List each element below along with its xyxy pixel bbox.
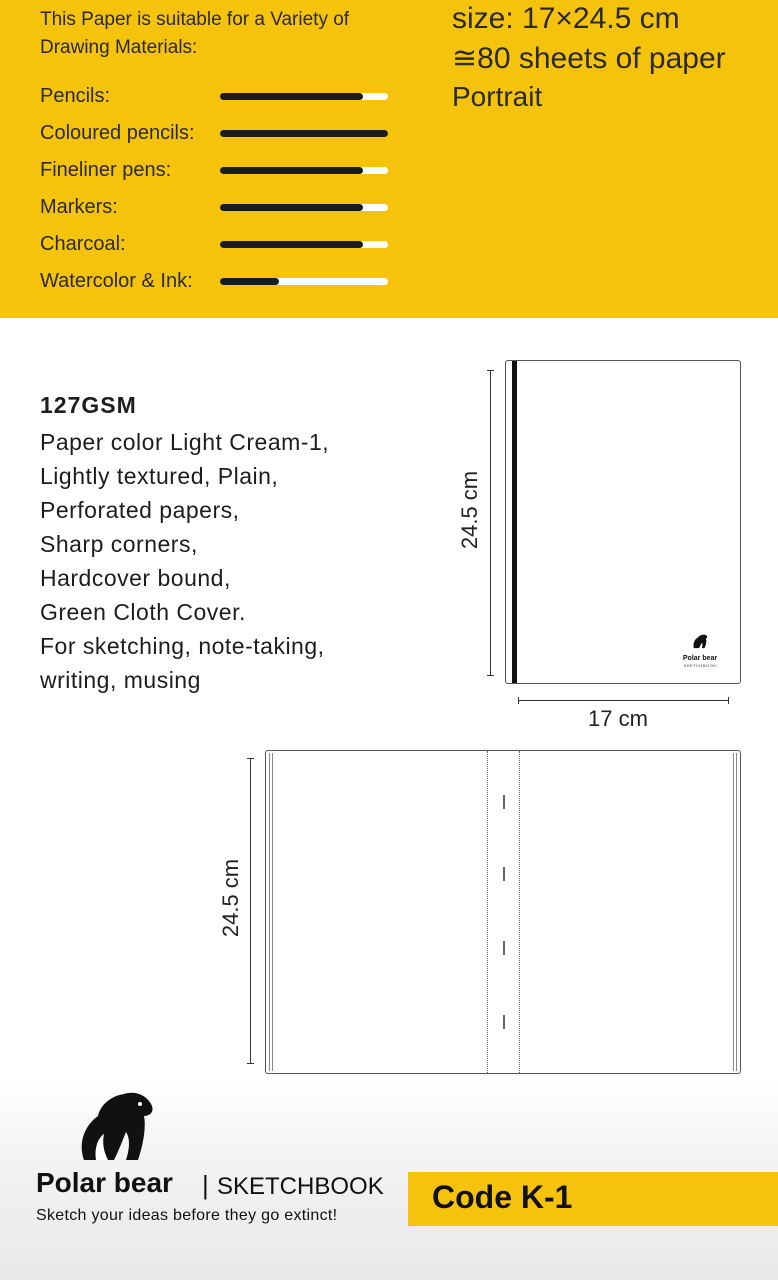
page-edge	[736, 753, 737, 1071]
dimension-tick	[487, 370, 494, 371]
product-code: Code K-1	[432, 1179, 573, 1215]
brand-tagline: Sketch your ideas before they go extinct!	[36, 1207, 338, 1224]
material-bar-fill	[220, 278, 279, 285]
material-bar	[220, 241, 388, 248]
open-height-label: 24.5 cm	[218, 858, 243, 938]
material-bar	[220, 130, 388, 137]
description-line: Green Cloth Cover.	[40, 599, 246, 625]
paper-description	[40, 425, 329, 697]
material-label: Pencils:	[40, 85, 111, 107]
perforation-line	[519, 751, 520, 1073]
description-line: Hardcover bound,	[40, 565, 231, 591]
suitability-title: This Paper is suitable for a Variety of Drawing Materials:	[40, 9, 350, 58]
spec-orientation: Portrait	[452, 81, 543, 112]
material-row	[40, 266, 400, 296]
dimension-tick	[487, 675, 494, 676]
description-line: writing, musing	[40, 667, 201, 693]
page-edge	[272, 753, 273, 1071]
material-label: Fineliner pens:	[40, 159, 172, 181]
material-row	[40, 155, 400, 185]
dimension-tick	[518, 697, 519, 704]
page-edge	[269, 753, 270, 1071]
description-line: For sketching, note-taking,	[40, 633, 325, 659]
material-label: Markers:	[40, 196, 118, 218]
width-dimension-line	[518, 700, 728, 701]
material-row	[40, 118, 400, 148]
description-line: Lightly textured, Plain,	[40, 463, 279, 489]
open-height-dimension-line	[250, 758, 251, 1063]
material-row	[40, 192, 400, 222]
paper-weight: 127GSM	[40, 392, 137, 418]
cover-logo-name: Polar bear	[682, 655, 718, 662]
material-bar-fill	[220, 204, 363, 211]
polar-bear-icon	[691, 631, 709, 649]
cover-logo	[670, 631, 730, 669]
material-row	[40, 229, 400, 259]
polar-bear-icon	[74, 1082, 156, 1162]
dimension-tick	[247, 758, 254, 759]
brand-separator: |	[202, 1170, 209, 1200]
material-bar	[220, 167, 388, 174]
cover-logo-sub: SKETCHBOOK	[683, 663, 717, 668]
material-bar	[220, 204, 388, 211]
page-edge	[733, 753, 734, 1071]
perforation-line	[487, 751, 488, 1073]
material-row	[40, 81, 400, 111]
material-label: Watercolor & Ink:	[40, 270, 193, 292]
material-bar-fill	[220, 93, 363, 100]
material-bar	[220, 278, 388, 285]
binding-hole	[503, 867, 505, 881]
description-line: Paper color Light Cream-1,	[40, 429, 330, 455]
closed-height-label: 24.5 cm	[457, 470, 482, 550]
closed-sketchbook	[505, 360, 741, 684]
material-bar-fill	[220, 241, 363, 248]
closed-width-label: 17 cm	[588, 706, 648, 731]
open-sketchbook	[265, 750, 741, 1074]
description-line: Perforated papers,	[40, 497, 240, 523]
binding-hole	[503, 941, 505, 955]
dimension-tick	[728, 697, 729, 704]
material-label: Coloured pencils:	[40, 122, 195, 144]
dimension-tick	[247, 1063, 254, 1064]
material-bar-fill	[220, 130, 388, 137]
spec-size: size: 17×24.5 cm	[452, 2, 680, 35]
binding-hole	[503, 1015, 505, 1029]
spec-sheets: ≅80 sheets of paper	[452, 42, 726, 75]
book-spine	[512, 361, 517, 683]
height-dimension-line	[490, 370, 491, 675]
description-line: Sharp corners,	[40, 531, 198, 557]
brand-type: SKETCHBOOK	[217, 1173, 384, 1200]
material-bar	[220, 93, 388, 100]
material-bar-fill	[220, 167, 363, 174]
binding-hole	[503, 795, 505, 809]
brand-name: Polar bear	[36, 1167, 173, 1198]
material-label: Charcoal:	[40, 233, 126, 255]
